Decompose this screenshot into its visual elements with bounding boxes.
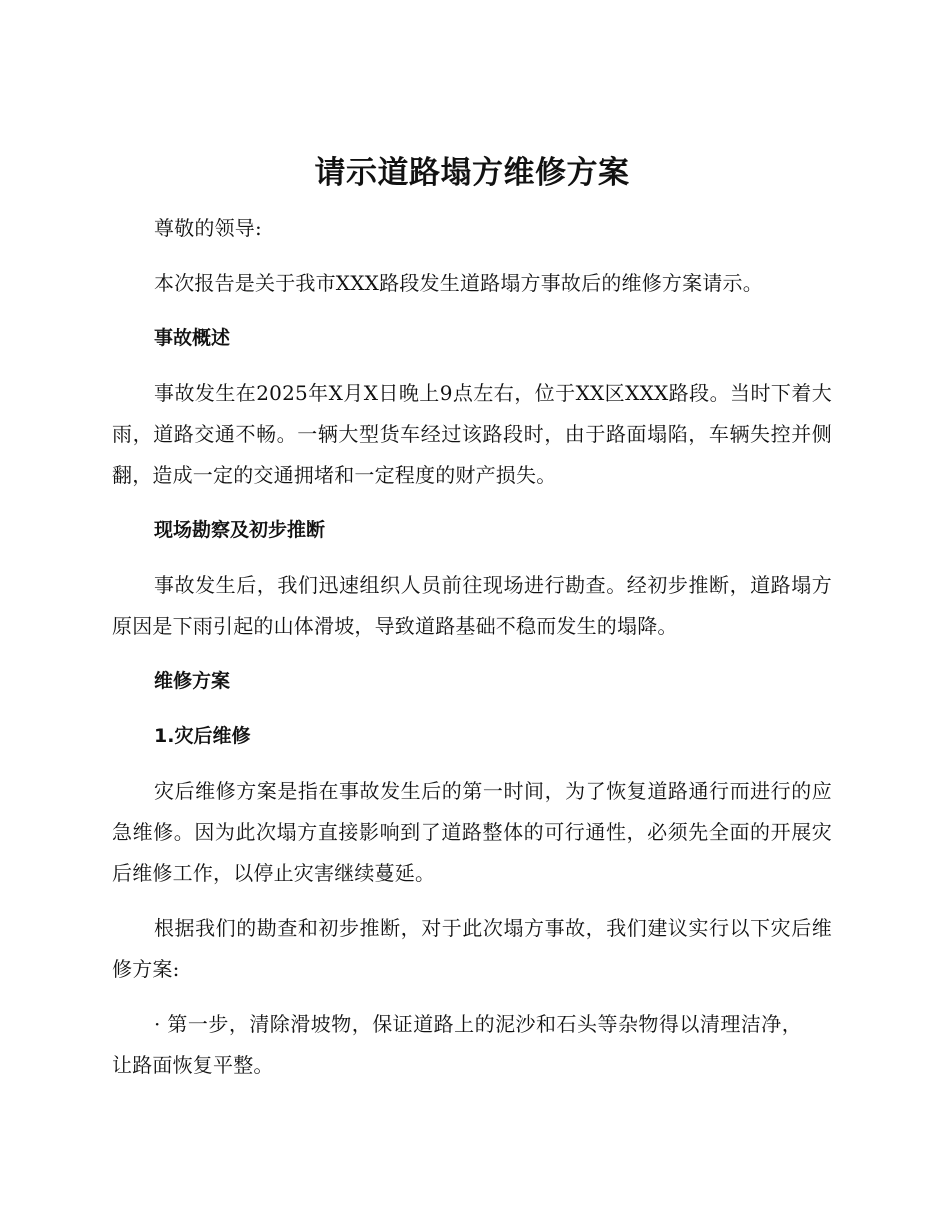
survey-paragraph: 事故发生后，我们迅速组织人员前往现场进行勘查。经初步推断，道路塌方原因是下雨引起的山体滑坡，导致道路基础不稳而发生的塌降。 (112, 573, 832, 638)
section-heading-plan: 维修方案 (154, 670, 231, 692)
plan-paragraph-1: 灾后维修方案是指在事故发生后的第一时间，为了恢复道路通行而进行的应急维修。因为此次塌方直接影响到了道路整体的可行通性，必须先全面的开展灾后维修工作，以停止灾害继续蔓延。 (112, 779, 832, 885)
section-heading-overview: 事故概述 (154, 327, 231, 349)
document-page (112, 150, 832, 1100)
salutation: 尊敬的领导: (154, 216, 262, 240)
document-title: 请示道路塌方维修方案 (314, 155, 630, 191)
intro-paragraph: 本次报告是关于我市XXX路段发生道路塌方事故后的维修方案请示。 (154, 271, 763, 295)
bullet-step-1: · 第一步，清除滑坡物，保证道路上的泥沙和石头等杂物得以清理洁净，让路面恢复平整。 (112, 1012, 802, 1077)
plan-paragraph-2: 根据我们的勘查和初步推断，对于此次塌方事故，我们建议实行以下灾后维修方案: (112, 916, 832, 981)
subsection-heading-post-disaster: 1.灾后维修 (154, 725, 251, 747)
section-heading-survey: 现场勘察及初步推断 (154, 519, 326, 541)
overview-paragraph: 事故发生在2025年X月X日晚上9点左右，位于XX区XXX路段。当时下着大雨，道路交通不畅。一辆大型货车经过该路段时，由于路面塌陷，车辆失控并侧翻，造成一定的交通拥堵和一定程度的财产损失。 (112, 381, 832, 487)
